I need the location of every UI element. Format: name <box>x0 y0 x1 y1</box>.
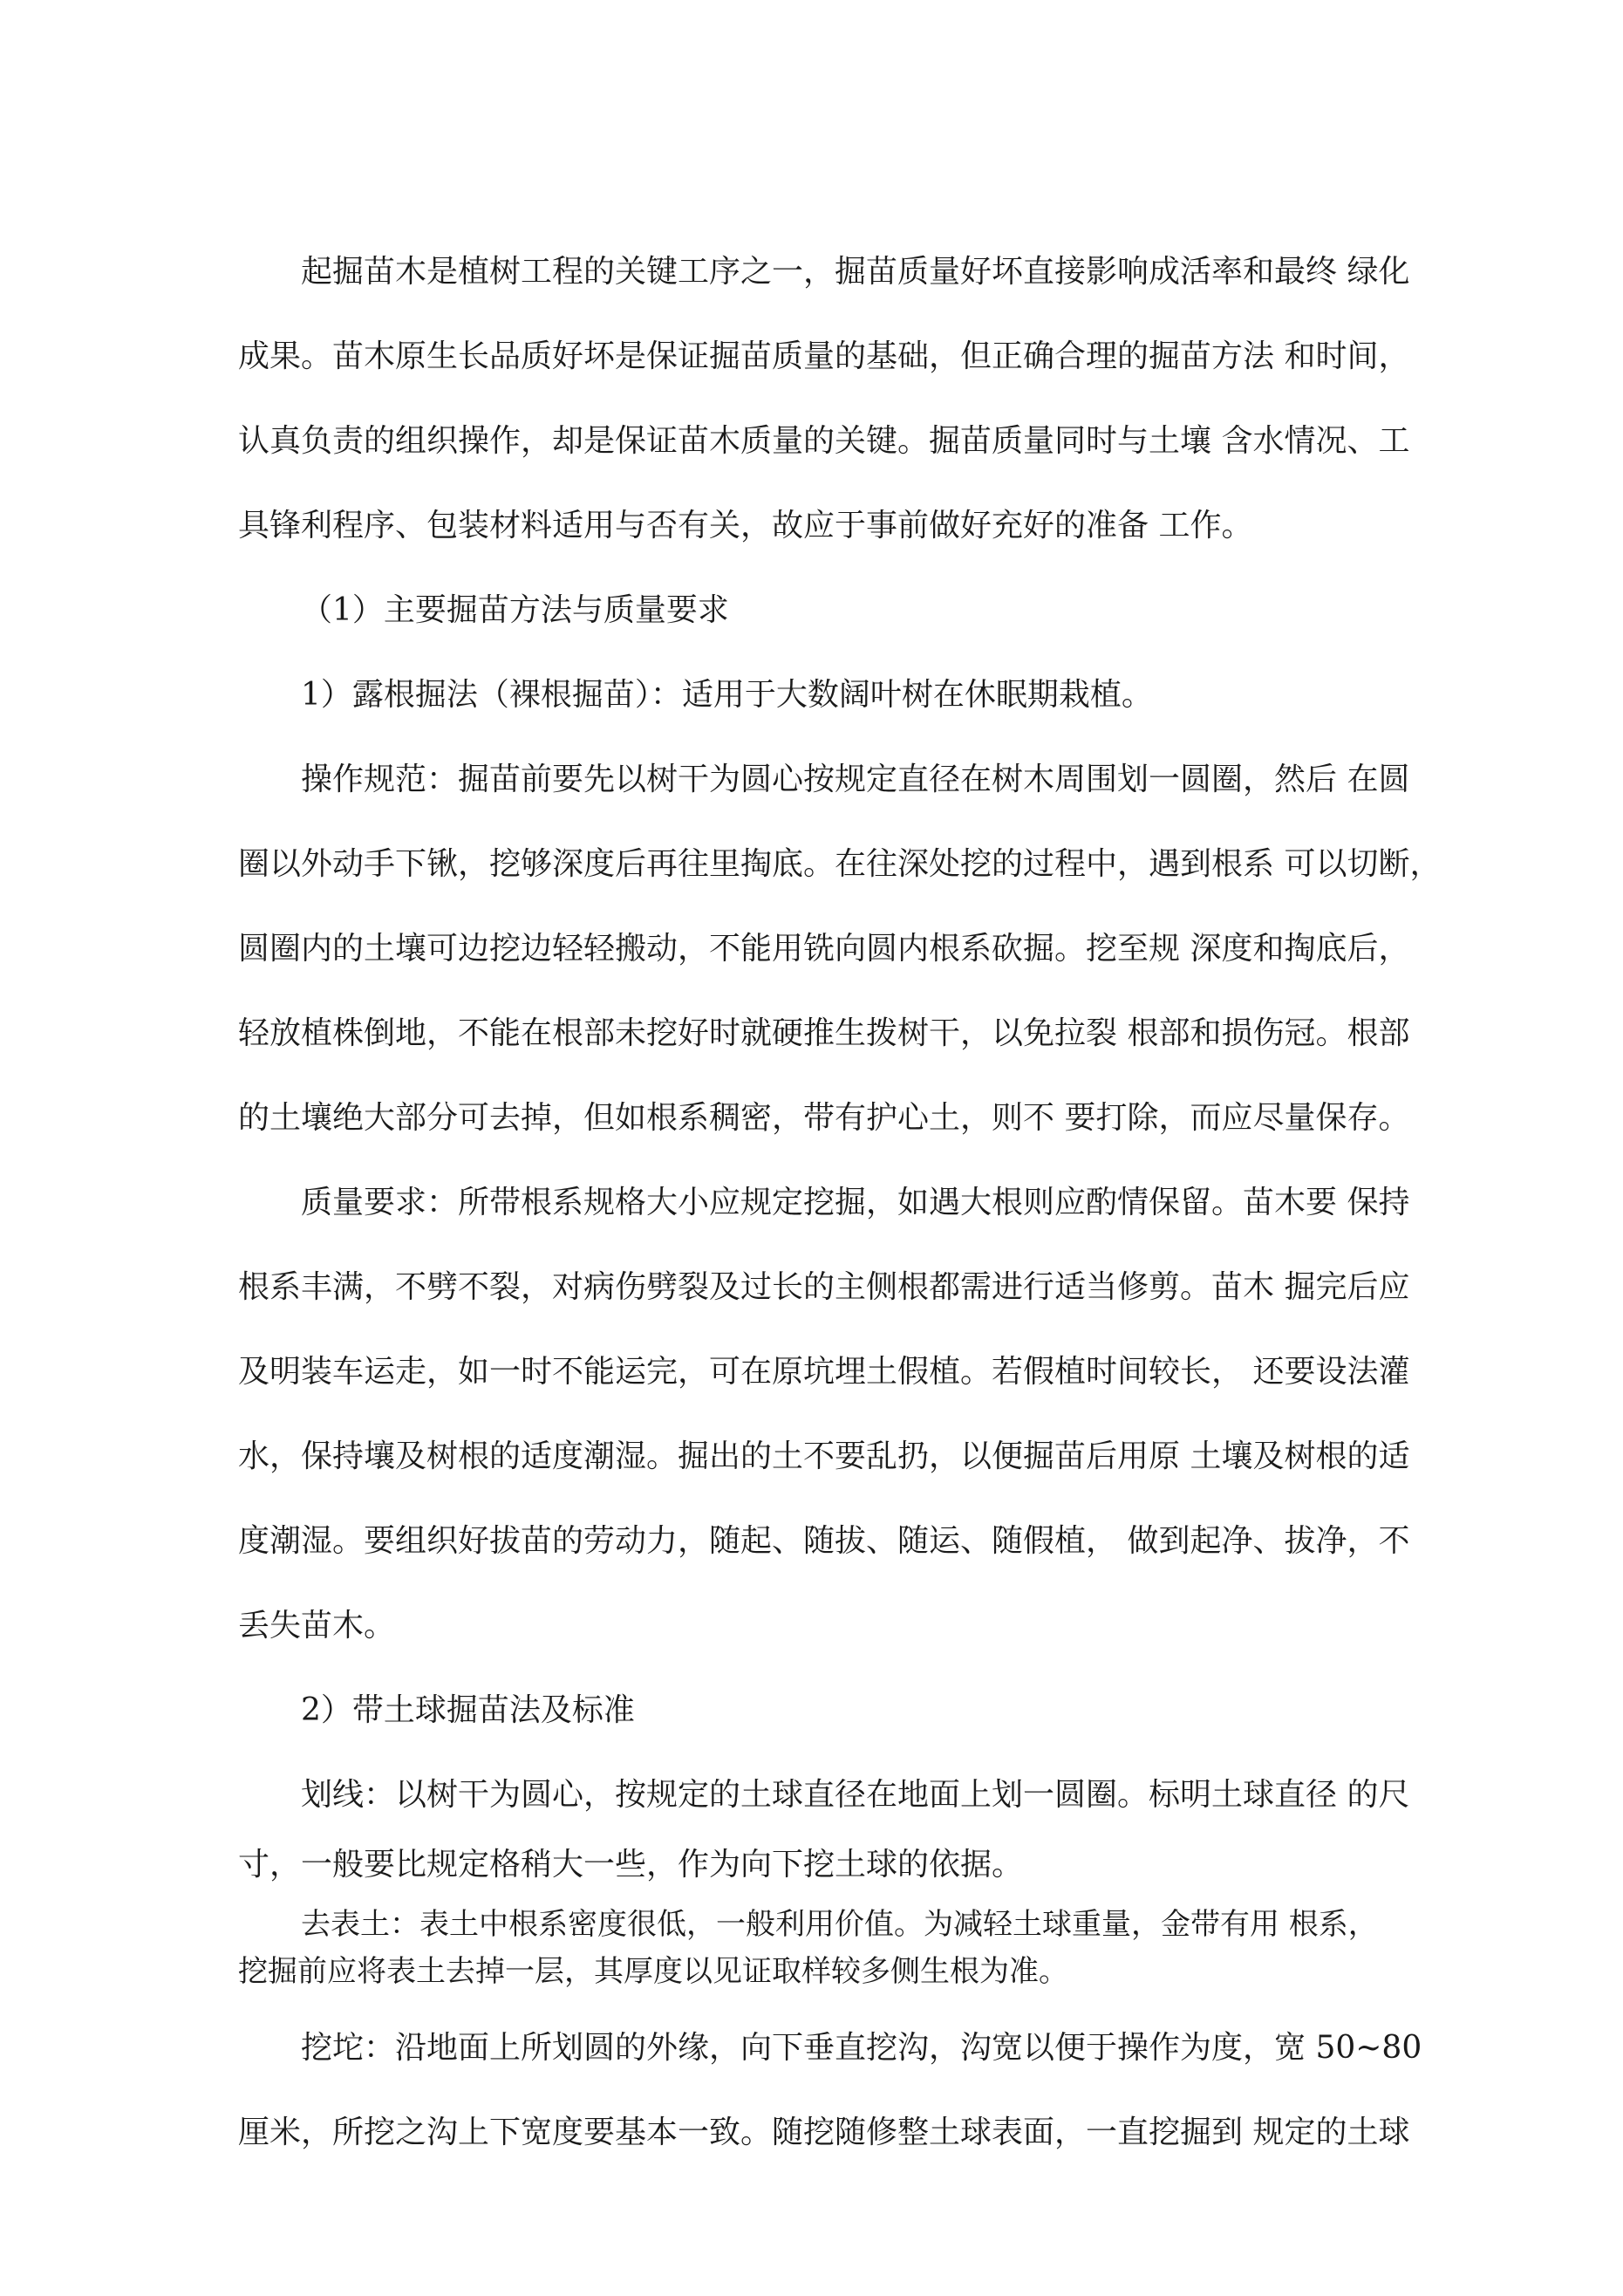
line-text: 水，保持壤及树根的适度潮湿。掘出的土不要乱扔，以便掘苗后用原 土壤及树根的适 <box>238 1438 1410 1474</box>
line-text: 圆圈内的土壤可边挖边轻轻搬动，不能用铣向圆内根系砍掘。挖至规 深度和掏底后， <box>238 931 1410 967</box>
line-text: 厘米，所挖之沟上下宽度要基本一致。随挖随修整土球表面，一直挖掘到 规定的土球 <box>238 2115 1410 2150</box>
line-text: 挖掘前应将表土去掉一层，其厚度以见证取样较多侧生根为准。 <box>238 1954 1068 1989</box>
line-text: 成果。苗木原生长品质好坏是保证掘苗质量的基础，但正确合理的掘苗方法 和时间， <box>238 338 1410 374</box>
line-text: 的土壤绝大部分可去掉，但如根系稠密，带有护心土，则不 要打除，而应尽量保存。 <box>238 1100 1410 1136</box>
line-text: 轻放植株倒地，不能在根部未挖好时就硬推生拨树干，以免拉裂 根部和损伤冠。根部 <box>238 1015 1410 1051</box>
line-text: 去表土：表土中根系密度很低，一般利用价值。为减轻土球重量，金带有用 根系， <box>301 1907 1378 1942</box>
line-text: 起掘苗木是植树工程的关键工序之一，掘苗质量好坏直接影响成活率和最终 绿化 <box>301 254 1410 290</box>
line-text: 圈以外动手下锹，挖够深度后再往里掏底。在往深处挖的过程中，遇到根系 可以切断， <box>238 846 1442 882</box>
line-text: 丢失苗木。 <box>238 1608 396 1643</box>
line-text: 质量要求：所带根系规格大小应规定挖掘，如遇大根则应酌情保留。苗木要 保持 <box>301 1185 1410 1220</box>
line-text: 1）露根掘法（裸根掘苗）：适用于大数阔叶树在休眠期栽植。 <box>301 677 1153 713</box>
line-text: 操作规范：掘苗前要先以树干为圆心按规定直径在树木周围划一圆圈，然后 在圆 <box>301 762 1410 797</box>
line-text: 寸，一般要比规定格稍大一些，作为向下挖土球的依据。 <box>238 1847 1024 1883</box>
line-text: （1）主要掘苗方法与质量要求 <box>301 592 729 628</box>
line-text: 度潮湿。要组织好拔苗的劳动力，随起、随拔、随运、随假植， 做到起净、拔净，不 <box>238 1523 1410 1559</box>
line-text: 2）带土球掘苗法及标准 <box>301 1692 635 1728</box>
line-text: 划线：以树干为圆心，按规定的土球直径在地面上划一圆圈。标明土球直径 的尺 <box>301 1777 1410 1813</box>
line-text: 及明装车运走，如一时不能运完，可在原坑埋土假植。若假植时间较长， 还要设法灌 <box>238 1354 1410 1390</box>
line-text: 认真负责的组织操作，却是保证苗木质量的关键。掘苗质量同时与土壤 含水情况、工 <box>238 423 1410 459</box>
line-text: 挖坨：沿地面上所划圆的外缘，向下垂直挖沟，沟宽以便于操作为度，宽 50~80 <box>301 2030 1422 2066</box>
line-text: 具锋利程序、包装材料适用与否有关，故应于事前做好充好的准备 工作。 <box>238 508 1253 543</box>
line-text: 根系丰满，不劈不裂，对病伤劈裂及过长的主侧根都需进行适当修剪。苗木 掘完后应 <box>238 1269 1410 1305</box>
